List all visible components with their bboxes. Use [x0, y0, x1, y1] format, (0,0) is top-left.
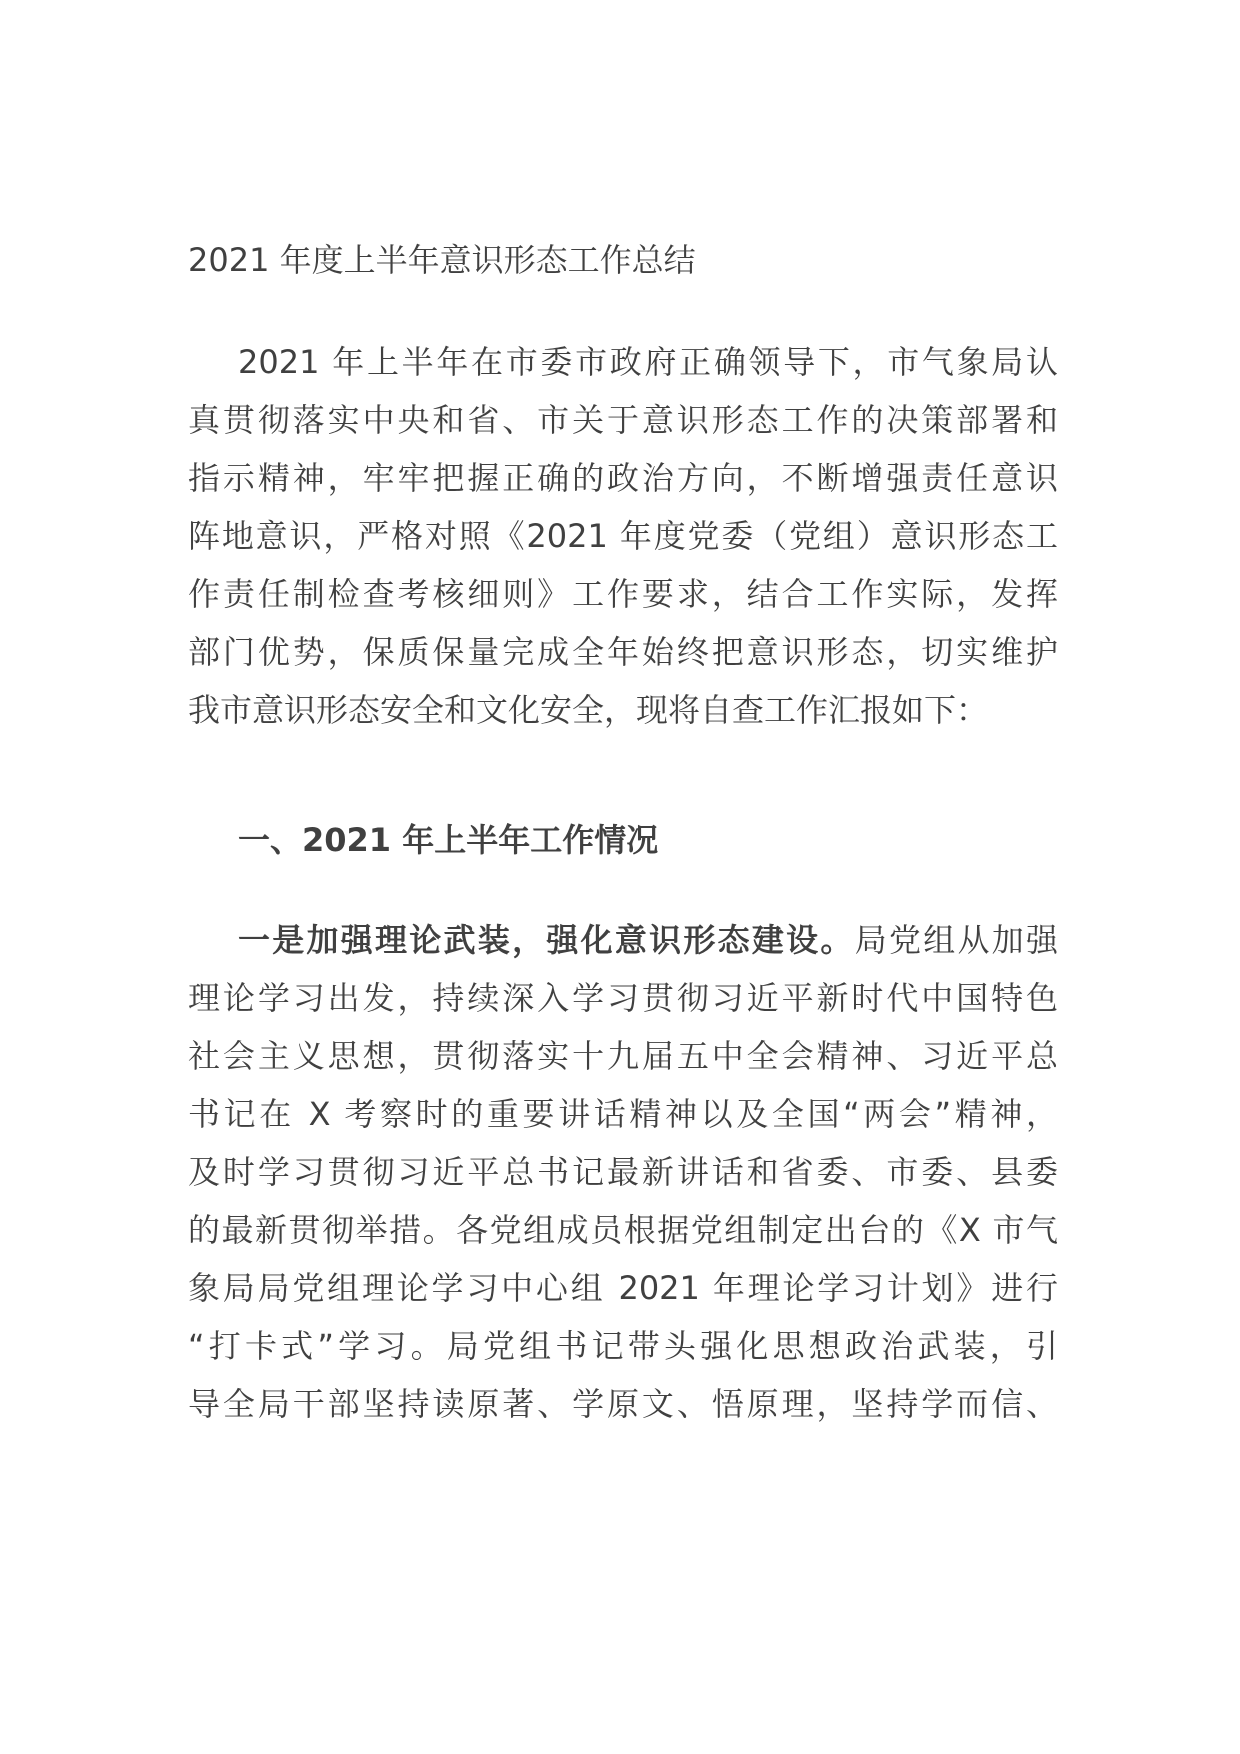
section1-line: 理论学习出发，持续深入学习贯彻习近平新时代中国特色 — [188, 979, 1058, 1017]
section1-first-line — [238, 918, 1058, 962]
intro-line: 真贯彻落实中央和省、市关于意识形态工作的决策部署和 — [188, 401, 1058, 439]
intro-line: 2021 年上半年在市委市政府正确领导下，市气象局认 — [238, 343, 1058, 381]
section1-lead-rest: 局党组从加强 — [854, 921, 1058, 959]
section1-lead-bold: 一是加强理论武装，强化意识形态建设。 — [238, 921, 855, 959]
intro-line: 我市意识形态安全和文化安全，现将自查工作汇报如下： — [188, 691, 989, 729]
section1-line: “打卡式”学习。局党组书记带头强化思想政治武装，引 — [188, 1327, 1058, 1365]
document-title: 2021 年度上半年意识形态工作总结 — [188, 241, 696, 279]
section1-line: 象局局党组理论学习中心组 2021 年理论学习计划》进行 — [188, 1269, 1058, 1307]
section1-line: 的最新贯彻举措。各党组成员根据党组制定出台的《X 市气 — [188, 1211, 1058, 1249]
section1-line: 书记在 X 考察时的重要讲话精神以及全国“两会”精神， — [188, 1095, 1058, 1133]
intro-line: 指示精神，牢牢把握正确的政治方向，不断增强责任意识 — [188, 459, 1058, 497]
section1-line: 社会主义思想，贯彻落实十九届五中全会精神、习近平总 — [188, 1037, 1058, 1075]
section-heading: 一、2021 年上半年工作情况 — [238, 821, 659, 859]
section1-line: 及时学习贯彻习近平总书记最新讲话和省委、市委、县委 — [188, 1153, 1058, 1191]
intro-line: 作责任制检查考核细则》工作要求，结合工作实际，发挥 — [188, 575, 1058, 613]
section1-line: 导全局干部坚持读原著、学原文、悟原理，坚持学而信、 — [188, 1385, 1058, 1423]
intro-line: 部门优势，保质保量完成全年始终把意识形态，切实维护 — [188, 633, 1058, 671]
intro-line: 阵地意识，严格对照《2021 年度党委（党组）意识形态工 — [188, 517, 1058, 555]
